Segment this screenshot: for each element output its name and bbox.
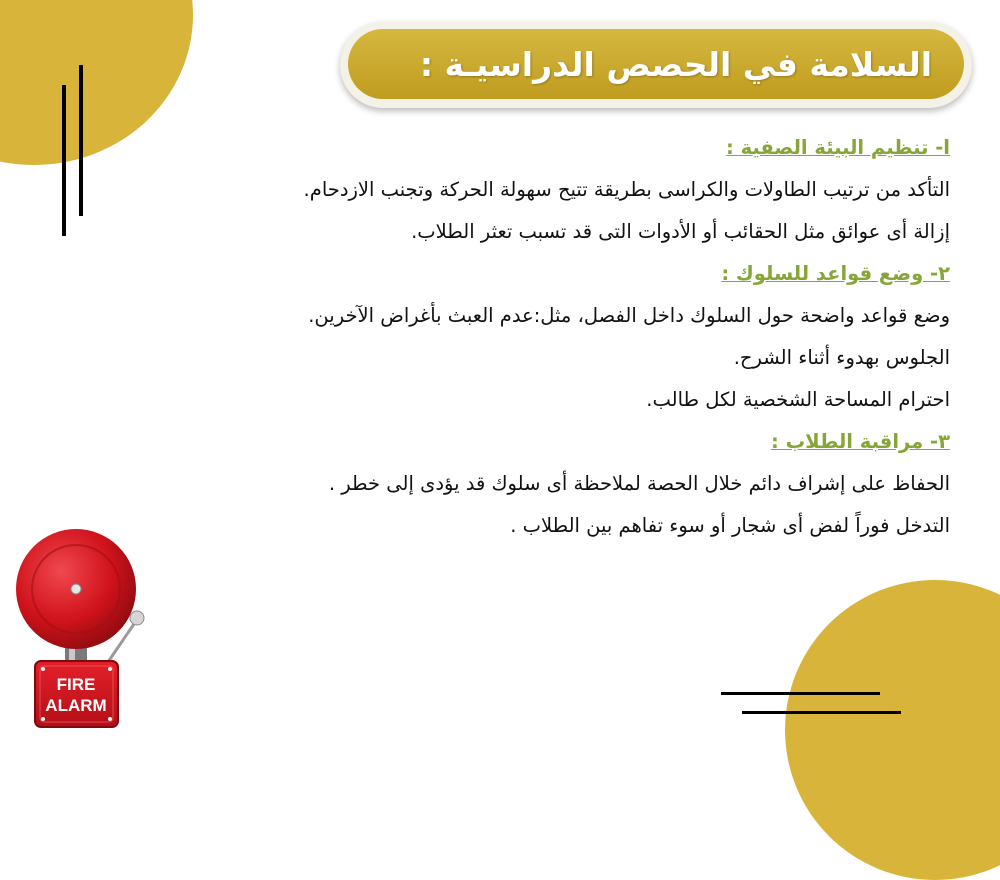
section-2-item-1: وضع قواعد واضحة حول السلوك داخل الفصل، مثل:عدم العبث بأغراض الآخرين. <box>308 304 950 327</box>
section-3-item-1: الحفاظ على إشراف دائم خلال الحصة لملاحظة أى سلوك قد يؤدى إلى خطر . <box>328 472 950 495</box>
fire-alarm-label-line2: ALARM <box>45 696 107 715</box>
fire-alarm-label-line1: FIRE <box>56 675 96 694</box>
section-2-heading-row <box>190 253 950 295</box>
fire-alarm-bell-icon <box>10 527 150 732</box>
title-banner-inner <box>348 29 964 99</box>
section-1-item-2: إزالة أى عوائق مثل الحقائب أو الأدوات التى قد تسبب تعثر الطلاب. <box>411 220 950 243</box>
decorative-horizontal-line <box>742 711 901 714</box>
decorative-vertical-line <box>62 85 66 236</box>
section-3-item-2: التدخل فوراً لفض أى شجار أو سوء تفاهم بين الطلاب . <box>510 514 950 537</box>
section-3-heading-row <box>190 421 950 463</box>
section-2-item-3: احترام المساحة الشخصية لكل طالب. <box>646 388 950 411</box>
section-1-heading: ا- تنظيم البيئة الصفية : <box>725 136 950 159</box>
decorative-circle-top-left <box>0 0 193 165</box>
page-title: السلامة في الحصص الدراسيـة : <box>419 44 933 84</box>
section-1-heading-row <box>190 127 950 169</box>
section-3-heading: ٣- مراقبة الطلاب : <box>770 430 950 453</box>
section-2-heading: ٢- وضع قواعد للسلوك : <box>721 262 950 285</box>
content-body <box>190 127 950 547</box>
section-2-item-2: الجلوس بهدوء أثناء الشرح. <box>733 346 950 369</box>
decorative-circle-bottom-right <box>785 580 1000 880</box>
decorative-vertical-line <box>79 65 83 216</box>
title-banner <box>340 22 972 108</box>
section-1-item-1: التأكد من ترتيب الطاولات والكراسى بطريقة تتيح سهولة الحركة وتجنب الازدحام. <box>303 178 950 201</box>
decorative-horizontal-line <box>721 692 880 695</box>
